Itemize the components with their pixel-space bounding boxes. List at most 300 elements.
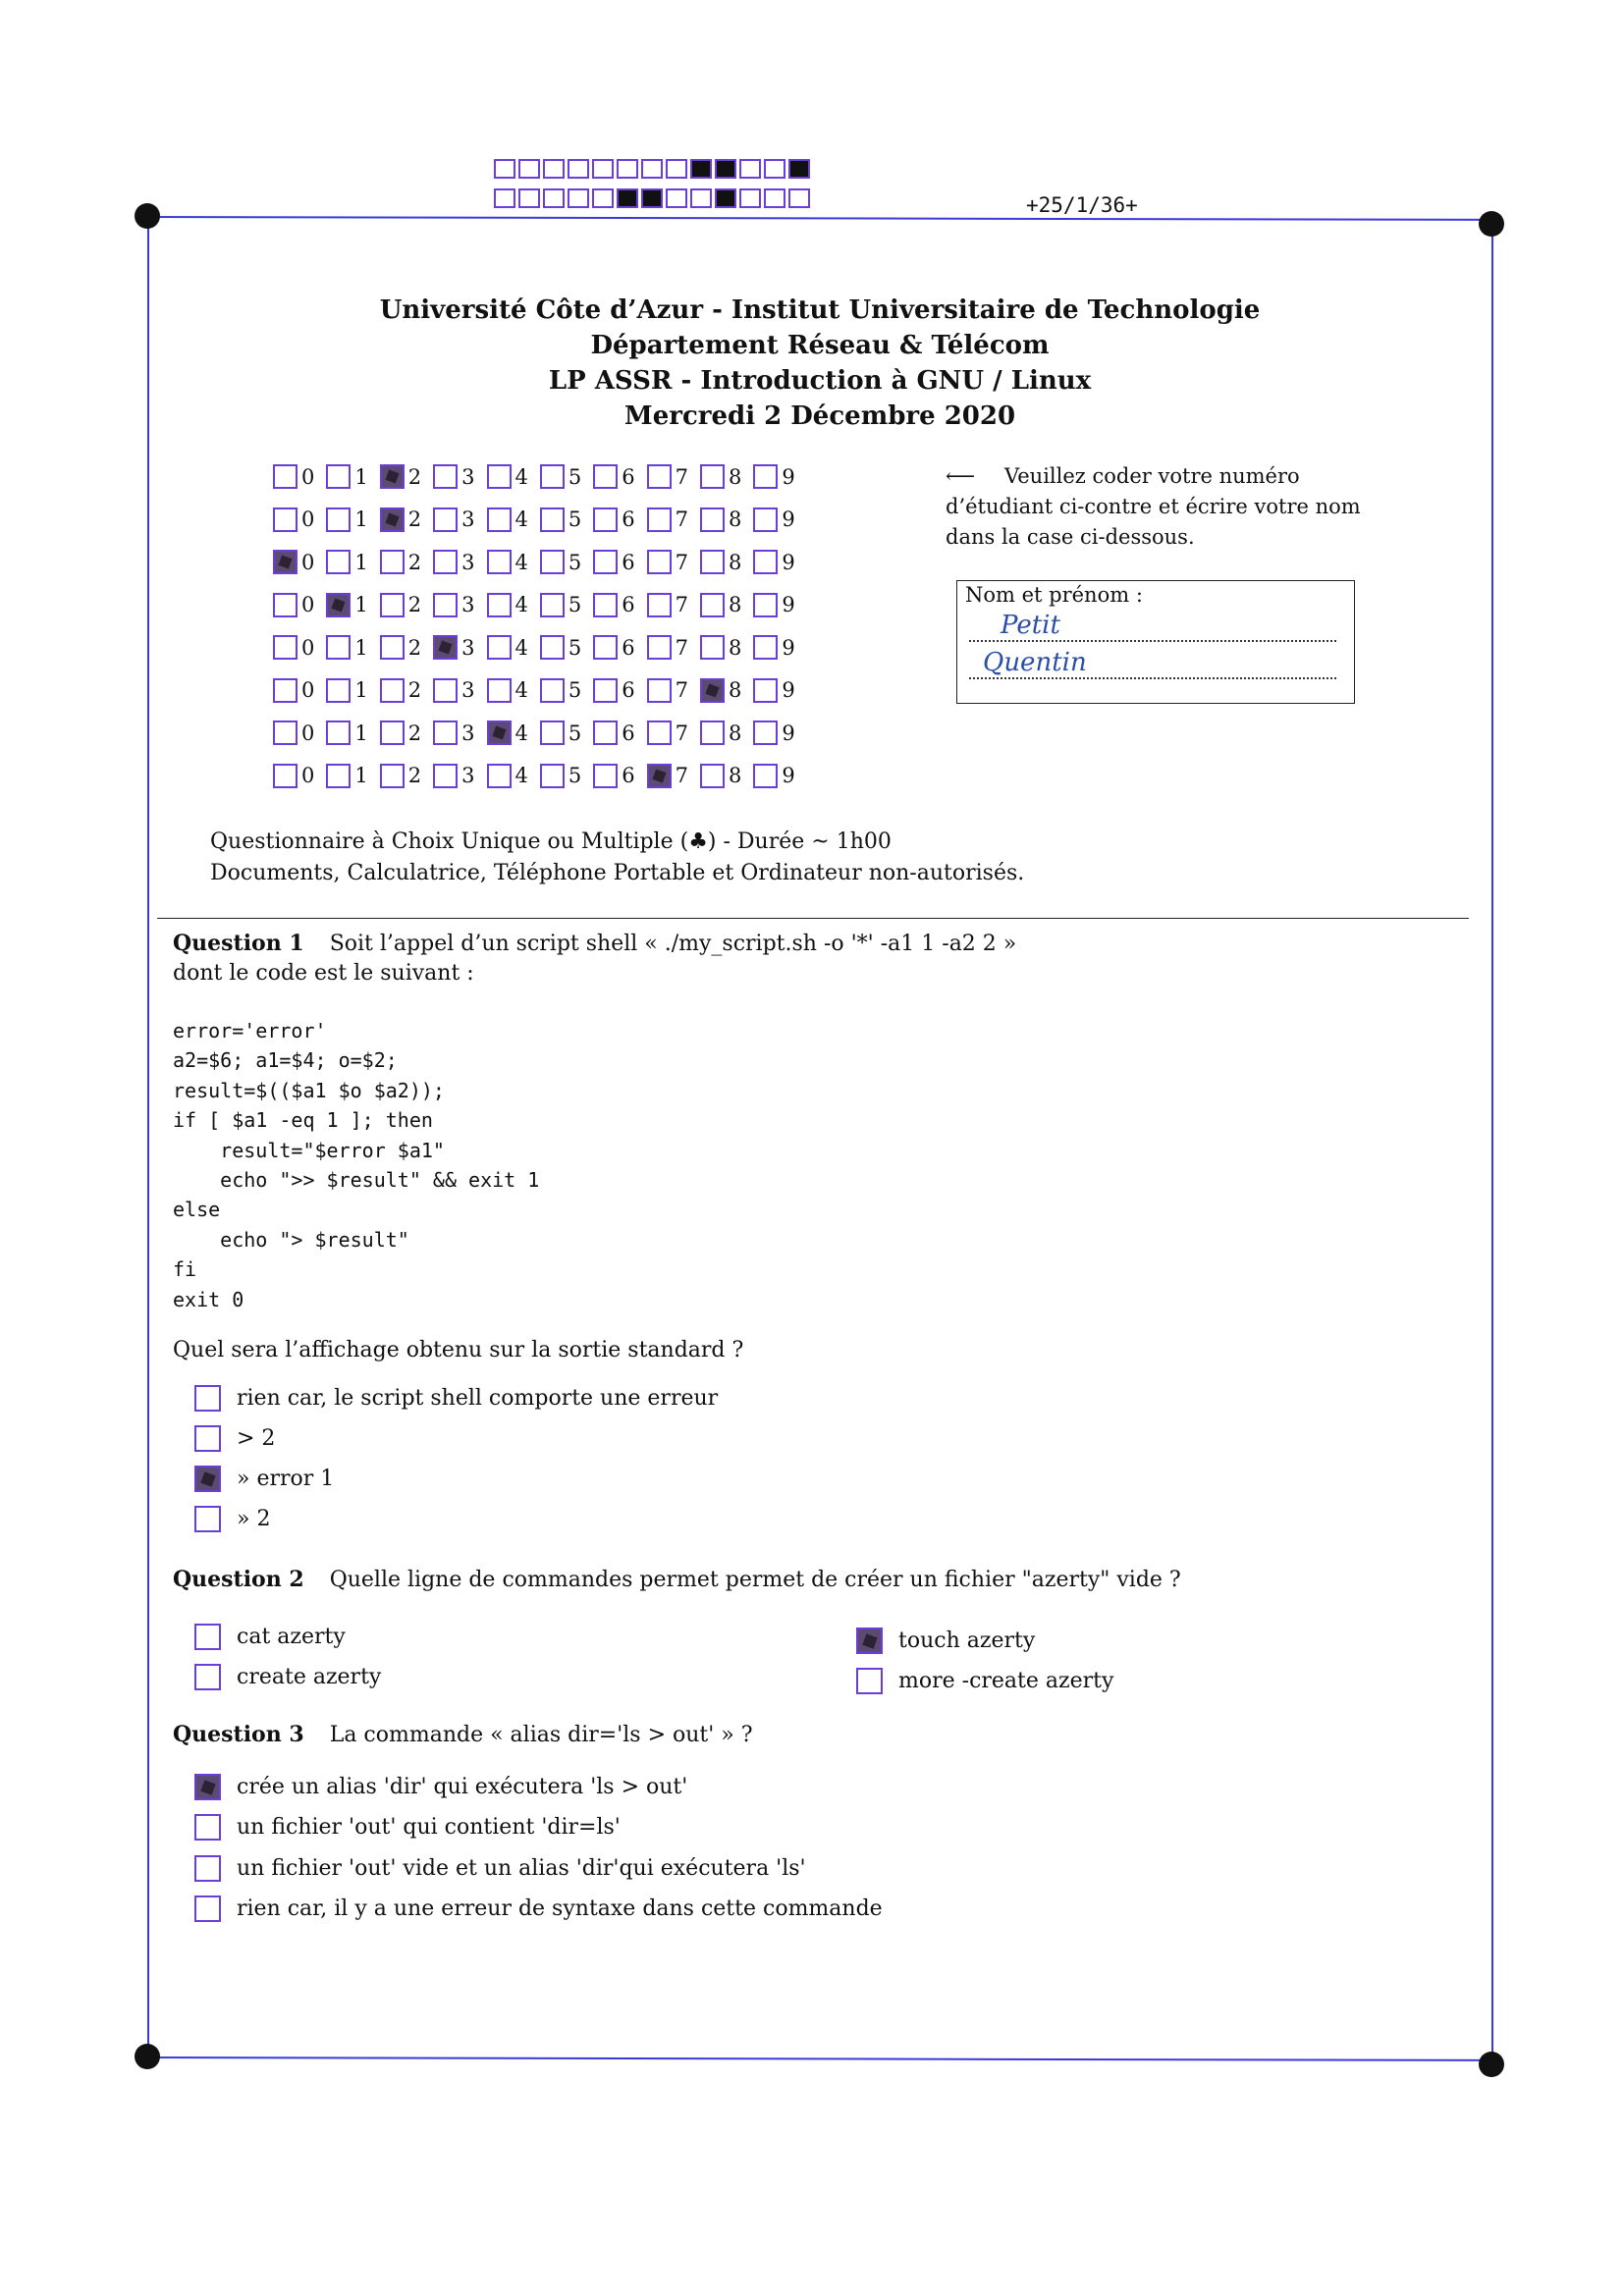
q1-title: Question 1 xyxy=(173,931,304,956)
id-digit-option[interactable] xyxy=(540,764,581,788)
q2-option[interactable] xyxy=(194,1664,381,1690)
id-digit-option[interactable] xyxy=(487,721,528,745)
id-digit-checkbox[interactable] xyxy=(700,721,725,745)
id-digit-checkbox[interactable] xyxy=(647,678,672,703)
frame-left xyxy=(147,216,149,2056)
frame-right xyxy=(1491,219,1493,2059)
name-line-1 xyxy=(965,611,1346,644)
id-digit-option[interactable] xyxy=(700,464,741,489)
q3-option[interactable] xyxy=(194,1896,883,1922)
id-digit-label: 6 xyxy=(622,464,635,489)
header-course: LP ASSR - Introduction à GNU / Linux xyxy=(548,366,1092,396)
q3-option[interactable] xyxy=(194,1814,621,1841)
id-digit-option[interactable] xyxy=(273,464,314,489)
horizontal-rule xyxy=(157,918,1469,919)
id-digit-checkbox[interactable] xyxy=(326,635,351,660)
id-digit-checkbox[interactable] xyxy=(273,678,298,703)
id-digit-option[interactable] xyxy=(273,635,314,660)
id-digit-option[interactable] xyxy=(647,635,688,660)
id-digit-checkbox[interactable] xyxy=(593,721,618,745)
id-digit-option[interactable] xyxy=(753,764,794,788)
id-digit-option[interactable] xyxy=(433,550,474,574)
id-digit-checkbox[interactable] xyxy=(753,464,778,489)
q3-option-checkbox[interactable] xyxy=(194,1896,221,1922)
id-digit-label: 1 xyxy=(354,678,368,703)
id-digit-checkbox[interactable] xyxy=(540,635,565,660)
id-digit-option[interactable] xyxy=(753,678,794,703)
id-digit-checkbox[interactable] xyxy=(326,593,351,617)
q1-option[interactable] xyxy=(194,1425,275,1452)
id-digit-label: 8 xyxy=(729,678,742,703)
frame-top xyxy=(147,216,1492,221)
id-digit-option[interactable] xyxy=(487,464,528,489)
id-digit-checkbox[interactable] xyxy=(700,678,725,703)
id-digit-option[interactable] xyxy=(487,764,528,788)
id-digit-option[interactable] xyxy=(273,721,314,745)
q2-prompt: Quelle ligne de commandes permet permet de créer un fichier "azerty" vide ? xyxy=(329,1568,1181,1592)
id-digit-option[interactable] xyxy=(380,635,421,660)
id-digit-option[interactable] xyxy=(433,764,474,788)
barcode-cell xyxy=(690,188,712,208)
id-digit-option[interactable] xyxy=(380,507,421,532)
id-digit-option[interactable] xyxy=(593,550,634,574)
id-digit-label: 2 xyxy=(407,635,422,660)
id-digit-option[interactable] xyxy=(540,464,581,489)
id-digit-option[interactable] xyxy=(273,507,314,532)
q3-option-label: un fichier 'out' qui contient 'dir=ls' xyxy=(237,1815,621,1840)
id-digit-checkbox[interactable] xyxy=(380,550,405,574)
instructions-text: Veuillez coder votre numéro d’étudiant ci-contre et écrire votre nom dans la case ci-dessous. xyxy=(946,464,1361,549)
id-digit-label: 2 xyxy=(407,678,422,703)
page-identifier: +25/1/36+ xyxy=(1026,193,1138,217)
id-digit-option[interactable] xyxy=(540,550,581,574)
id-digit-label: 4 xyxy=(514,721,528,745)
student-id-grid xyxy=(273,455,807,797)
q2-option[interactable] xyxy=(194,1624,346,1650)
id-digit-checkbox[interactable] xyxy=(593,593,618,617)
id-digit-label: 5 xyxy=(568,507,582,532)
barcode-cell xyxy=(617,188,638,208)
id-digit-checkbox[interactable] xyxy=(273,764,298,788)
id-digit-checkbox[interactable] xyxy=(273,635,298,660)
id-digit-checkbox[interactable] xyxy=(273,550,298,574)
id-digit-label: 9 xyxy=(782,721,795,745)
id-digit-option[interactable] xyxy=(433,507,474,532)
id-digit-row xyxy=(273,541,807,584)
q1-prompt-b: dont le code est le suivant : xyxy=(173,961,474,986)
id-digit-label: 0 xyxy=(301,764,315,788)
id-digit-option[interactable] xyxy=(593,764,634,788)
id-digit-checkbox[interactable] xyxy=(753,764,778,788)
q1-option-checkbox[interactable] xyxy=(194,1466,221,1492)
id-digit-checkbox[interactable] xyxy=(540,678,565,703)
id-digit-label: 7 xyxy=(675,721,688,745)
id-digit-option[interactable] xyxy=(593,635,634,660)
id-digit-checkbox[interactable] xyxy=(593,550,618,574)
q1-option-checkbox[interactable] xyxy=(194,1506,221,1532)
id-digit-option[interactable] xyxy=(753,721,794,745)
id-digit-checkbox[interactable] xyxy=(700,507,725,532)
id-digit-checkbox[interactable] xyxy=(647,593,672,617)
q1-option-label: rien car, le script shell comporte une erreur xyxy=(237,1386,719,1411)
q1-option-checkbox[interactable] xyxy=(194,1385,221,1412)
id-digit-label: 6 xyxy=(622,635,635,660)
id-digit-option[interactable] xyxy=(540,635,581,660)
id-digit-option[interactable] xyxy=(593,593,634,617)
id-digit-option[interactable] xyxy=(647,507,688,532)
id-digit-checkbox[interactable] xyxy=(433,764,458,788)
id-digit-checkbox[interactable] xyxy=(380,507,405,532)
id-digit-option[interactable] xyxy=(647,550,688,574)
barcode-cell xyxy=(764,159,785,179)
info-line-1: Questionnaire à Choix Unique ou Multiple (♣) - Durée ~ 1h00 xyxy=(210,829,892,854)
id-digit-checkbox[interactable] xyxy=(753,721,778,745)
barcode-cell xyxy=(592,188,614,208)
id-digit-label: 9 xyxy=(782,635,795,660)
id-digit-label: 0 xyxy=(301,507,315,532)
q3-option[interactable] xyxy=(194,1855,806,1882)
id-digit-option[interactable] xyxy=(753,464,794,489)
id-digit-option[interactable] xyxy=(326,678,367,703)
id-digit-option[interactable] xyxy=(380,550,421,574)
id-digit-label: 7 xyxy=(675,764,688,788)
id-digit-checkbox[interactable] xyxy=(700,764,725,788)
id-digit-checkbox[interactable] xyxy=(380,593,405,617)
q2-option-checkbox[interactable] xyxy=(194,1624,221,1650)
id-digit-label: 2 xyxy=(407,721,422,745)
q2-option[interactable] xyxy=(856,1668,1113,1694)
barcode-row-1 xyxy=(494,159,813,179)
id-digit-label: 5 xyxy=(568,464,582,489)
id-digit-label: 3 xyxy=(461,764,475,788)
barcode-cell xyxy=(494,188,515,208)
q1-question: Quel sera l’affichage obtenu sur la sortie standard ? xyxy=(173,1338,744,1362)
id-digit-checkbox[interactable] xyxy=(647,464,672,489)
q3-option-checkbox[interactable] xyxy=(194,1855,221,1882)
dotted-line xyxy=(969,640,1336,642)
id-digit-label: 1 xyxy=(354,593,368,617)
id-digit-checkbox[interactable] xyxy=(487,764,512,788)
q2-option-label: touch azerty xyxy=(898,1629,1036,1653)
barcode-cell xyxy=(690,159,712,179)
id-digit-checkbox[interactable] xyxy=(540,507,565,532)
id-digit-checkbox[interactable] xyxy=(593,507,618,532)
id-digit-option[interactable] xyxy=(593,721,634,745)
id-digit-option[interactable] xyxy=(273,593,314,617)
id-digit-label: 8 xyxy=(729,464,742,489)
id-digit-label: 0 xyxy=(301,721,315,745)
id-digit-label: 4 xyxy=(514,593,528,617)
id-digit-label: 7 xyxy=(675,507,688,532)
id-digit-checkbox[interactable] xyxy=(433,678,458,703)
id-digit-option[interactable] xyxy=(380,678,421,703)
id-digit-checkbox[interactable] xyxy=(273,464,298,489)
id-digit-checkbox[interactable] xyxy=(487,464,512,489)
id-digit-checkbox[interactable] xyxy=(647,635,672,660)
id-digit-option[interactable] xyxy=(700,593,741,617)
q3-option-checkbox[interactable] xyxy=(194,1814,221,1841)
id-digit-checkbox[interactable] xyxy=(326,507,351,532)
id-digit-option[interactable] xyxy=(326,721,367,745)
id-digit-option[interactable] xyxy=(487,550,528,574)
id-digit-label: 5 xyxy=(568,635,582,660)
id-digit-label: 0 xyxy=(301,635,315,660)
id-digit-checkbox[interactable] xyxy=(487,507,512,532)
id-digit-option[interactable] xyxy=(433,678,474,703)
id-digit-option[interactable] xyxy=(433,635,474,660)
id-digit-checkbox[interactable] xyxy=(540,550,565,574)
id-digit-label: 3 xyxy=(461,507,475,532)
id-digit-checkbox[interactable] xyxy=(273,593,298,617)
id-digit-option[interactable] xyxy=(380,764,421,788)
id-digit-label: 8 xyxy=(729,507,742,532)
name-box[interactable] xyxy=(956,580,1355,704)
id-digit-checkbox[interactable] xyxy=(380,678,405,703)
id-digit-checkbox[interactable] xyxy=(433,507,458,532)
id-digit-option[interactable] xyxy=(487,678,528,703)
q1-option[interactable] xyxy=(194,1506,270,1532)
id-digit-checkbox[interactable] xyxy=(487,635,512,660)
id-digit-checkbox[interactable] xyxy=(700,593,725,617)
id-digit-row xyxy=(273,755,807,798)
id-digit-option[interactable] xyxy=(487,635,528,660)
id-digit-label: 9 xyxy=(782,593,795,617)
id-digit-option[interactable] xyxy=(380,464,421,489)
id-digit-checkbox[interactable] xyxy=(433,550,458,574)
q3-option-label: un fichier 'out' vide et un alias 'dir'qui exécutera 'ls' xyxy=(237,1856,806,1881)
id-digit-checkbox[interactable] xyxy=(487,550,512,574)
id-digit-option[interactable] xyxy=(753,635,794,660)
id-digit-label: 5 xyxy=(568,593,582,617)
id-digit-checkbox[interactable] xyxy=(433,721,458,745)
q2-option-label: cat azerty xyxy=(237,1625,346,1649)
id-digit-label: 4 xyxy=(514,464,528,489)
id-digit-option[interactable] xyxy=(593,678,634,703)
id-digit-checkbox[interactable] xyxy=(326,550,351,574)
id-digit-label: 7 xyxy=(675,593,688,617)
barcode-cell xyxy=(641,159,663,179)
id-digit-checkbox[interactable] xyxy=(433,464,458,489)
id-digit-label: 2 xyxy=(407,464,422,489)
id-digit-option[interactable] xyxy=(647,764,688,788)
id-digit-option[interactable] xyxy=(593,507,634,532)
id-digit-checkbox[interactable] xyxy=(647,507,672,532)
id-digit-option[interactable] xyxy=(540,507,581,532)
corner-mark-top-left xyxy=(135,203,160,229)
id-digit-row xyxy=(273,626,807,669)
id-digit-checkbox[interactable] xyxy=(380,464,405,489)
q3-option-checkbox[interactable] xyxy=(194,1774,221,1800)
id-digit-option[interactable] xyxy=(326,464,367,489)
id-digit-option[interactable] xyxy=(647,593,688,617)
barcode-cell xyxy=(715,188,736,208)
id-digit-label: 3 xyxy=(461,550,475,574)
barcode-cell xyxy=(518,159,540,179)
id-digit-label: 3 xyxy=(461,593,475,617)
q1-option[interactable] xyxy=(194,1385,718,1412)
q3-option[interactable] xyxy=(194,1774,687,1800)
barcode-cell xyxy=(617,159,638,179)
id-digit-option[interactable] xyxy=(700,550,741,574)
q1-option-checkbox[interactable] xyxy=(194,1425,221,1452)
id-digit-checkbox[interactable] xyxy=(753,678,778,703)
id-digit-label: 1 xyxy=(354,635,368,660)
barcode-cell xyxy=(518,188,540,208)
id-digit-checkbox[interactable] xyxy=(326,678,351,703)
id-digit-checkbox[interactable] xyxy=(540,721,565,745)
id-digit-checkbox[interactable] xyxy=(753,550,778,574)
barcode-cell xyxy=(568,159,589,179)
id-digit-checkbox[interactable] xyxy=(593,678,618,703)
id-digit-checkbox[interactable] xyxy=(380,635,405,660)
id-digit-checkbox[interactable] xyxy=(487,721,512,745)
id-digit-checkbox[interactable] xyxy=(700,635,725,660)
id-digit-checkbox[interactable] xyxy=(433,635,458,660)
id-digit-label: 3 xyxy=(461,721,475,745)
id-digit-option[interactable] xyxy=(273,550,314,574)
id-digit-option[interactable] xyxy=(700,635,741,660)
id-digit-label: 2 xyxy=(407,764,422,788)
id-digit-checkbox[interactable] xyxy=(487,678,512,703)
handwritten-last-name: Petit xyxy=(1001,611,1060,640)
id-digit-option[interactable] xyxy=(273,678,314,703)
id-digit-checkbox[interactable] xyxy=(753,593,778,617)
id-digit-checkbox[interactable] xyxy=(380,721,405,745)
id-digit-label: 4 xyxy=(514,678,528,703)
id-digit-label: 1 xyxy=(354,550,368,574)
id-digit-option[interactable] xyxy=(433,721,474,745)
id-digit-checkbox[interactable] xyxy=(593,635,618,660)
id-digit-option[interactable] xyxy=(540,593,581,617)
q1-option-label: » 2 xyxy=(237,1507,271,1531)
id-digit-label: 6 xyxy=(622,721,635,745)
id-digit-checkbox[interactable] xyxy=(593,764,618,788)
id-digit-checkbox[interactable] xyxy=(540,464,565,489)
id-digit-label: 2 xyxy=(407,593,422,617)
barcode-cell xyxy=(592,159,614,179)
q2-option[interactable] xyxy=(856,1628,1035,1654)
id-digit-label: 7 xyxy=(675,550,688,574)
id-digit-label: 8 xyxy=(729,721,742,745)
id-digit-label: 5 xyxy=(568,550,582,574)
id-digit-option[interactable] xyxy=(753,593,794,617)
exam-header xyxy=(373,293,1267,434)
id-digit-label: 9 xyxy=(782,678,795,703)
id-digit-option[interactable] xyxy=(700,507,741,532)
id-digit-label: 5 xyxy=(568,764,582,788)
header-date: Mercredi 2 Décembre 2020 xyxy=(623,401,1016,431)
barcode-cell xyxy=(788,159,810,179)
q1-heading xyxy=(173,931,1016,956)
q3-title: Question 3 xyxy=(173,1722,304,1747)
q3-option-label: crée un alias 'dir' qui exécutera 'ls > out' xyxy=(237,1775,688,1799)
id-digit-checkbox[interactable] xyxy=(326,764,351,788)
id-digit-label: 8 xyxy=(729,635,742,660)
id-digit-label: 4 xyxy=(514,764,528,788)
id-digit-option[interactable] xyxy=(700,764,741,788)
id-digit-option[interactable] xyxy=(326,635,367,660)
id-digit-option[interactable] xyxy=(326,764,367,788)
barcode-cell xyxy=(568,188,589,208)
id-digit-checkbox[interactable] xyxy=(647,721,672,745)
id-digit-checkbox[interactable] xyxy=(647,764,672,788)
id-digit-checkbox[interactable] xyxy=(700,550,725,574)
id-digit-label: 8 xyxy=(729,593,742,617)
id-digit-option[interactable] xyxy=(433,593,474,617)
id-digit-option[interactable] xyxy=(380,721,421,745)
id-digit-option[interactable] xyxy=(700,721,741,745)
id-digit-checkbox[interactable] xyxy=(753,507,778,532)
q1-prompt: Soit l’appel d’un script shell « ./my_script.sh -o '*' -a1 1 -a2 2 » xyxy=(329,932,1017,956)
q3-heading xyxy=(173,1722,753,1747)
id-digit-option[interactable] xyxy=(593,464,634,489)
id-digit-checkbox[interactable] xyxy=(326,721,351,745)
id-digit-checkbox[interactable] xyxy=(540,764,565,788)
q2-option-checkbox[interactable] xyxy=(856,1628,883,1654)
id-digit-option[interactable] xyxy=(647,721,688,745)
id-digit-option[interactable] xyxy=(700,678,741,703)
id-digit-option[interactable] xyxy=(540,721,581,745)
id-digit-label: 1 xyxy=(354,464,368,489)
id-digit-row xyxy=(273,455,807,499)
id-digit-option[interactable] xyxy=(433,464,474,489)
id-digit-option[interactable] xyxy=(326,507,367,532)
barcode-cell xyxy=(739,188,761,208)
id-digit-label: 6 xyxy=(622,550,635,574)
q1-option-label: > 2 xyxy=(237,1426,276,1451)
q2-heading xyxy=(173,1567,1181,1592)
id-digit-row xyxy=(273,584,807,627)
id-digit-checkbox[interactable] xyxy=(273,507,298,532)
q2-option-checkbox[interactable] xyxy=(856,1668,883,1694)
id-digit-option[interactable] xyxy=(487,507,528,532)
id-digit-option[interactable] xyxy=(647,464,688,489)
id-digit-option[interactable] xyxy=(487,593,528,617)
id-digit-checkbox[interactable] xyxy=(487,593,512,617)
id-digit-option[interactable] xyxy=(326,550,367,574)
barcode-cell xyxy=(739,159,761,179)
id-digit-row xyxy=(273,669,807,713)
id-digit-checkbox[interactable] xyxy=(647,550,672,574)
id-digit-option[interactable] xyxy=(753,550,794,574)
id-digit-option[interactable] xyxy=(753,507,794,532)
frame-bottom xyxy=(147,2056,1492,2061)
id-digit-label: 8 xyxy=(729,764,742,788)
id-digit-checkbox[interactable] xyxy=(700,464,725,489)
id-digit-option[interactable] xyxy=(273,764,314,788)
id-digit-option[interactable] xyxy=(326,593,367,617)
barcode-row-2 xyxy=(494,188,813,208)
id-digit-checkbox[interactable] xyxy=(753,635,778,660)
id-digit-option[interactable] xyxy=(380,593,421,617)
left-arrow-icon: ⟵ xyxy=(946,464,976,488)
id-digit-checkbox[interactable] xyxy=(433,593,458,617)
info-line-2: Documents, Calculatrice, Téléphone Portable et Ordinateur non-autorisés. xyxy=(210,861,1025,885)
q2-option-checkbox[interactable] xyxy=(194,1664,221,1690)
barcode-cell xyxy=(788,188,810,208)
q2-option-label: more -create azerty xyxy=(898,1669,1114,1693)
id-digit-option[interactable] xyxy=(540,678,581,703)
id-digit-checkbox[interactable] xyxy=(273,721,298,745)
id-digit-checkbox[interactable] xyxy=(593,464,618,489)
q1-option[interactable] xyxy=(194,1466,334,1492)
id-digit-label: 2 xyxy=(407,550,422,574)
id-digit-checkbox[interactable] xyxy=(540,593,565,617)
id-digit-checkbox[interactable] xyxy=(326,464,351,489)
id-digit-checkbox[interactable] xyxy=(380,764,405,788)
id-digit-option[interactable] xyxy=(647,678,688,703)
id-digit-label: 1 xyxy=(354,507,368,532)
